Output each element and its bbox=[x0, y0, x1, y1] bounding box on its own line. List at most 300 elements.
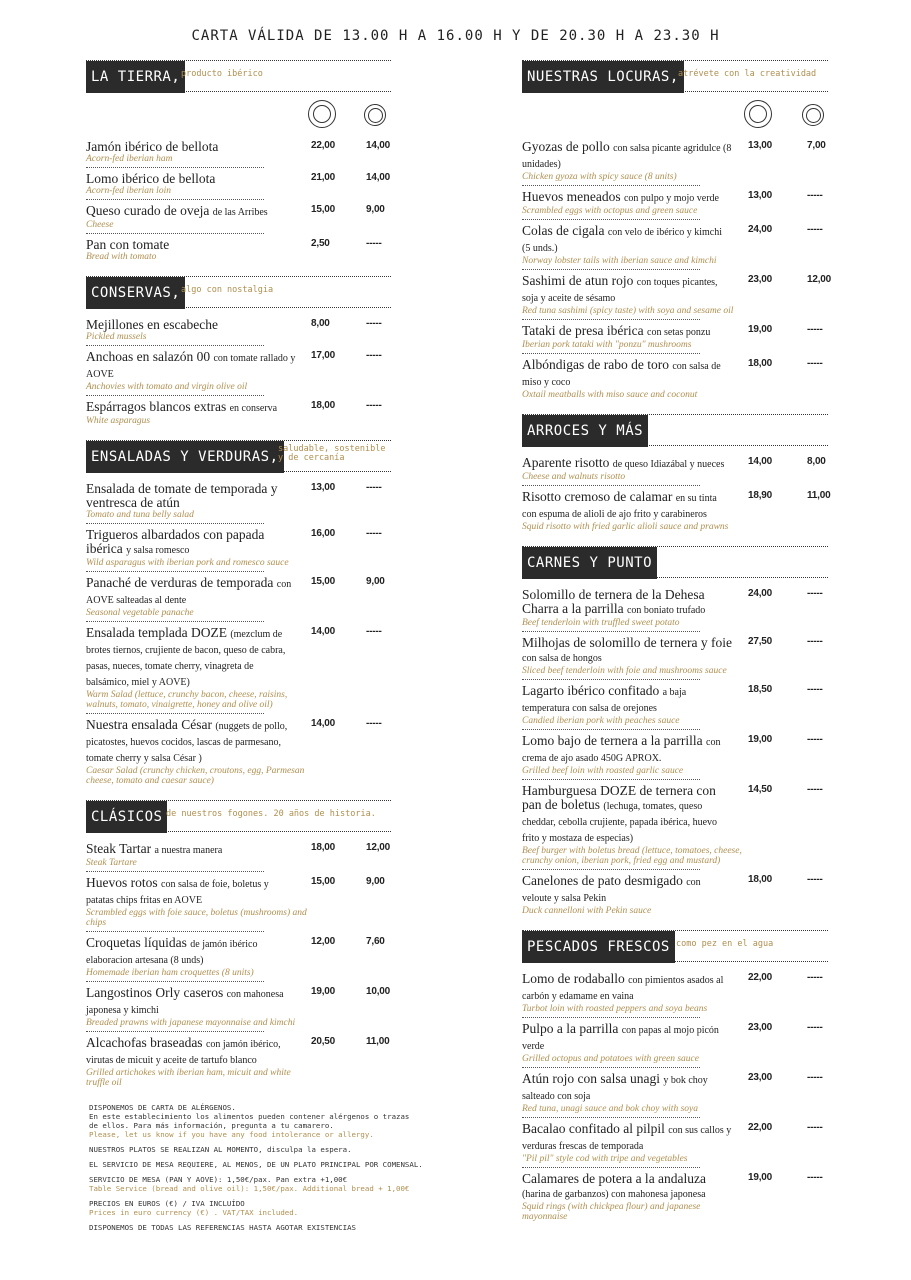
price-full: 22,00 bbox=[748, 1122, 773, 1133]
menu-section bbox=[522, 930, 828, 1226]
section-header bbox=[522, 60, 828, 92]
dish-description: de jamón ibérico elaboracion artesana (8 unds) bbox=[86, 939, 258, 966]
dish-name bbox=[86, 876, 296, 908]
dish-name-english: Turbot loin with roasted peppers and soya beans bbox=[522, 1004, 708, 1014]
menu-item bbox=[522, 224, 828, 270]
dish-name-text: Lagarto ibérico confitado bbox=[522, 683, 660, 698]
menu-item bbox=[86, 718, 391, 790]
menu-item bbox=[522, 273, 832, 320]
price-half: 10,00 bbox=[366, 986, 391, 997]
dish-name bbox=[86, 528, 296, 558]
menu-item bbox=[86, 238, 391, 266]
menu-item bbox=[522, 140, 828, 186]
price-full: 16,00 bbox=[311, 528, 336, 539]
dish-description: (mezclum de brotes tiernos, crujiente de bacon, queso de cabra, pasas, nueces, tomate cherry, vinagreta de balsámico, miel y AOVE) bbox=[86, 629, 286, 688]
section-title: LA TIERRA, bbox=[86, 61, 185, 93]
dish-name-english: White asparagus bbox=[86, 416, 151, 426]
menu-item bbox=[86, 576, 391, 622]
price-half: ----- bbox=[807, 588, 823, 599]
dish-name-english: Red tuna, unagi sauce and bok choy with soya bbox=[522, 1104, 698, 1114]
service-price-en: Table Service (bread and olive oil): 1,50€/pax. Additional bread + 1,00€ bbox=[89, 1184, 410, 1193]
dish-name-english: Grilled artichokes with iberian ham, micuit and white truffle oil bbox=[86, 1068, 291, 1088]
menu-item bbox=[86, 936, 391, 982]
menu-item bbox=[86, 140, 391, 168]
dish-description: con salsa picante agridulce (8 unidades) bbox=[522, 143, 732, 170]
dish-name-text: Steak Tartar bbox=[86, 841, 152, 856]
dish-name-english: Caesar Salad (crunchy chicken, croutons, egg, Parmesan cheese, tomato and caesar sauce) bbox=[86, 766, 305, 786]
menu-item bbox=[86, 204, 391, 234]
dish-name bbox=[522, 636, 732, 666]
price-half: ----- bbox=[807, 1122, 823, 1133]
price-half: 14,00 bbox=[366, 172, 391, 183]
price-half: 7,00 bbox=[807, 140, 826, 151]
section-subtitle: de nuestros fogones. 20 años de historia. bbox=[166, 809, 376, 819]
dish-name bbox=[522, 1072, 732, 1104]
right-column bbox=[522, 60, 832, 1236]
dish-name-text: Albóndigas de rabo de toro bbox=[522, 357, 669, 372]
dish-name bbox=[86, 400, 296, 416]
dish-name bbox=[522, 784, 732, 846]
dish-name bbox=[522, 224, 732, 256]
price-half: ----- bbox=[366, 238, 382, 249]
section-header bbox=[522, 414, 828, 446]
dish-name-text: Colas de cigala bbox=[522, 223, 605, 238]
dish-name-text: Anchoas en salazón 00 bbox=[86, 349, 211, 364]
dish-name-english: Anchovies with tomato and virgin olive oil bbox=[86, 382, 248, 392]
dish-name bbox=[522, 972, 732, 1004]
menu-section bbox=[522, 546, 828, 920]
dish-description: con pulpo y mojo verde bbox=[623, 193, 719, 204]
menu-item bbox=[522, 734, 828, 780]
section-header bbox=[86, 276, 391, 308]
menu-section bbox=[86, 60, 391, 266]
price-half: ----- bbox=[807, 224, 823, 235]
menu-item bbox=[522, 1172, 828, 1226]
half-plate-icon bbox=[802, 104, 824, 126]
dish-name bbox=[522, 1122, 732, 1154]
dish-name-text: Tataki de presa ibérica bbox=[522, 323, 644, 338]
dish-name bbox=[86, 718, 296, 766]
price-half: 9,00 bbox=[366, 204, 385, 215]
menu-item bbox=[86, 528, 391, 572]
half-plate-icon bbox=[364, 104, 386, 126]
price-full: 23,00 bbox=[748, 274, 773, 285]
price-full: 18,00 bbox=[311, 400, 336, 411]
dish-name-english: Chicken gyoza with spicy sauce (8 units) bbox=[522, 172, 677, 182]
dish-description: a baja temperatura con salsa de orejones bbox=[522, 687, 687, 714]
price-half: ----- bbox=[807, 636, 823, 647]
price-full: 20,50 bbox=[311, 1036, 336, 1047]
menu-items bbox=[86, 478, 391, 790]
price-full: 18,00 bbox=[748, 358, 773, 369]
dish-name-english: Breaded prawns with japanese mayonnaise and kimchi bbox=[86, 1018, 296, 1028]
menu-item bbox=[522, 1072, 828, 1118]
dish-name bbox=[86, 626, 296, 690]
price-full: 24,00 bbox=[748, 224, 773, 235]
dish-name-english: Candied iberian pork with peaches sauce bbox=[522, 716, 680, 726]
price-half: ----- bbox=[807, 972, 823, 983]
price-half: 11,00 bbox=[807, 490, 831, 501]
price-full: 22,00 bbox=[748, 972, 773, 983]
price-half: 14,00 bbox=[366, 140, 391, 151]
dish-name-english: Homemade iberian ham croquettes (8 units) bbox=[86, 968, 254, 978]
price-half: 7,60 bbox=[366, 936, 385, 947]
dish-name bbox=[522, 190, 732, 206]
menu-item bbox=[86, 482, 391, 524]
price-half: ----- bbox=[366, 718, 382, 729]
menu-items bbox=[86, 136, 391, 266]
allergens-title: DISPONEMOS DE CARTA DE ALÉRGENOS. bbox=[89, 1103, 236, 1112]
dish-name bbox=[86, 140, 296, 154]
section-header bbox=[86, 800, 391, 832]
dish-name-english: Tomato and tuna belly salad bbox=[86, 510, 194, 520]
price-full: 13,00 bbox=[748, 140, 773, 151]
dish-name-english: Scrambled eggs with foie sauce, boletus (mushrooms) and chips bbox=[86, 908, 307, 928]
dish-name-english: Sliced beef tenderloin with foie and mushrooms sauce bbox=[522, 666, 727, 676]
menu-item bbox=[522, 972, 828, 1018]
menu-item bbox=[86, 400, 391, 430]
dish-name-text: Croquetas líquidas bbox=[86, 935, 187, 950]
price-half: ----- bbox=[366, 400, 382, 411]
portion-size-legend bbox=[86, 92, 391, 136]
dish-name-text: Sashimi de atun rojo bbox=[522, 273, 634, 288]
dish-name-text: Pulpo a la parrilla bbox=[522, 1021, 619, 1036]
section-title: ENSALADAS Y VERDURAS, bbox=[86, 441, 284, 473]
allergens-en: Please, let us know if you have any food intolerance or allergy. bbox=[89, 1130, 374, 1139]
price-half: 12,00 bbox=[807, 274, 832, 285]
dish-name bbox=[86, 204, 296, 220]
price-half: ----- bbox=[366, 350, 382, 361]
dish-name-text: Ensalada de tomate de temporada y ventresca de atún bbox=[86, 481, 278, 510]
price-half: ----- bbox=[807, 1072, 823, 1083]
dish-name bbox=[86, 172, 296, 186]
price-full: 12,00 bbox=[311, 936, 336, 947]
section-header bbox=[86, 440, 391, 472]
dish-name bbox=[522, 734, 732, 766]
dish-name bbox=[522, 274, 732, 306]
price-full: 17,00 bbox=[311, 350, 336, 361]
allergens-line: En este establecimiento los alimentos pueden contener alérgenos o trazas bbox=[89, 1112, 410, 1121]
price-full: 18,90 bbox=[748, 490, 773, 501]
menu-item bbox=[86, 318, 391, 346]
price-half: 9,00 bbox=[366, 876, 385, 887]
menu-item bbox=[522, 358, 828, 404]
dish-name-english: Squid rings (with chickpea flour) and japanese mayonnaise bbox=[522, 1202, 701, 1222]
dish-description: con papas al mojo picón verde bbox=[522, 1025, 719, 1052]
menu-item bbox=[522, 456, 828, 486]
price-half: ----- bbox=[366, 318, 382, 329]
price-half: 11,00 bbox=[366, 1036, 390, 1047]
section-title: CONSERVAS, bbox=[86, 277, 185, 309]
service-requirement: EL SERVICIO DE MESA REQUIERE, AL MENOS, DE UN PLATO PRINCIPAL POR COMENSAL. bbox=[89, 1160, 423, 1169]
price-full: 14,50 bbox=[748, 784, 773, 795]
price-full: 2,50 bbox=[311, 238, 330, 249]
dish-name bbox=[86, 238, 296, 252]
dish-name-text: Aparente risotto bbox=[522, 455, 610, 470]
menu-item bbox=[86, 986, 391, 1032]
section-title: PESCADOS FRESCOS bbox=[522, 931, 675, 963]
price-half: ----- bbox=[807, 324, 823, 335]
price-full: 19,00 bbox=[311, 986, 336, 997]
menu-section bbox=[522, 414, 831, 536]
dish-name bbox=[86, 576, 296, 608]
dish-description: con boniato trufado bbox=[626, 605, 706, 616]
menu-items bbox=[86, 838, 391, 1092]
dish-name bbox=[522, 1022, 732, 1054]
dish-description: con pimientos asados al carbón y edamame en vaina bbox=[522, 975, 724, 1002]
dish-description: y bok choy salteado con soja bbox=[522, 1075, 708, 1102]
dish-name-english: Warm Salad (lettuce, crunchy bacon, cheese, raisins, walnuts, tomato, vinaigrette, honey and olive oil) bbox=[86, 690, 288, 710]
price-full: 19,00 bbox=[748, 1172, 773, 1183]
menu-items bbox=[522, 584, 828, 920]
dish-description: con setas ponzu bbox=[647, 327, 711, 338]
dish-name bbox=[522, 684, 732, 716]
dish-description: en su tinta con espuma de alioli de ajo frito y carabineros bbox=[522, 493, 717, 520]
dish-name-english: Norway lobster tails with iberian sauce and kimchi bbox=[522, 256, 717, 266]
menu-items bbox=[522, 452, 831, 536]
price-full: 27,50 bbox=[748, 636, 773, 647]
dish-name bbox=[86, 842, 296, 858]
section-title: NUESTRAS LOCURAS, bbox=[522, 61, 684, 93]
dish-name-english: Cheese and walnuts risotto bbox=[522, 472, 626, 482]
dish-description: con salsa de hongos bbox=[522, 653, 602, 664]
menu-item bbox=[522, 1022, 828, 1068]
section-title: CLÁSICOS bbox=[86, 801, 167, 833]
dish-name-english: Acorn-fed iberian ham bbox=[86, 154, 173, 164]
dish-description: con sus callos y verduras frescas de temporada bbox=[522, 1125, 732, 1152]
prices-note: PRECIOS EN EUROS (€) / IVA INCLUÍDO bbox=[89, 1199, 245, 1208]
price-half: ----- bbox=[807, 358, 823, 369]
section-subtitle: algo con nostalgia bbox=[181, 285, 274, 295]
service-price: SERVICIO DE MESA (PAN Y AOVE): 1,50€/pax. Pan extra +1,00€ bbox=[89, 1175, 348, 1184]
menu-section bbox=[522, 60, 832, 404]
price-full: 24,00 bbox=[748, 588, 773, 599]
price-full: 14,00 bbox=[311, 718, 336, 729]
menu-item bbox=[522, 874, 828, 920]
dish-name-english: Steak Tartare bbox=[86, 858, 137, 868]
menu-item bbox=[86, 1036, 391, 1092]
dish-name-english: Cheese bbox=[86, 220, 114, 230]
dish-name-text: Atún rojo con salsa unagi bbox=[522, 1071, 660, 1086]
price-half: ----- bbox=[807, 784, 823, 795]
price-full: 19,00 bbox=[748, 324, 773, 335]
menu-item bbox=[522, 784, 828, 870]
section-subtitle: saludable, sostenible y de cercanía bbox=[278, 444, 386, 463]
dish-name bbox=[86, 482, 296, 510]
dish-name bbox=[86, 936, 296, 968]
price-full: 18,00 bbox=[748, 874, 773, 885]
section-title: ARROCES Y MÁS bbox=[522, 415, 648, 447]
dish-name bbox=[522, 1172, 732, 1202]
menu-item bbox=[522, 588, 828, 632]
dish-name-text: Risotto cremoso de calamar bbox=[522, 489, 673, 504]
dish-name-english: Duck cannelloni with Pekin sauce bbox=[522, 906, 652, 916]
price-full: 22,00 bbox=[311, 140, 336, 151]
dish-name bbox=[86, 318, 296, 332]
section-subtitle: como pez en el agua bbox=[676, 939, 774, 949]
dish-description: de las Arribes bbox=[212, 207, 268, 218]
dish-name-english: Wild asparagus with iberian pork and romesco sauce bbox=[86, 558, 289, 568]
dish-name-text: Lomo de rodaballo bbox=[522, 971, 625, 986]
price-half: 12,00 bbox=[366, 842, 391, 853]
section-subtitle: producto ibérico bbox=[181, 69, 263, 79]
full-plate-icon bbox=[744, 100, 772, 128]
dish-description: con AOVE salteadas al dente bbox=[86, 579, 292, 606]
price-half: ----- bbox=[366, 482, 382, 493]
dish-name-text: Trigueros albardados con papada ibérica bbox=[86, 527, 265, 556]
dish-name-english: Acorn-fed iberian loin bbox=[86, 186, 171, 196]
price-full: 23,00 bbox=[748, 1022, 773, 1033]
price-half: 9,00 bbox=[366, 576, 385, 587]
dish-name bbox=[522, 456, 732, 472]
price-full: 8,00 bbox=[311, 318, 330, 329]
dish-name-english: Oxtail meatballs with miso sauce and coconut bbox=[522, 390, 698, 400]
menu-items bbox=[522, 136, 832, 404]
moment-note: NUESTROS PLATOS SE REALIZAN AL MOMENTO, disculpa la espera. bbox=[89, 1145, 352, 1154]
dish-name-text: Huevos rotos bbox=[86, 875, 158, 890]
dish-name-text: Gyozas de pollo bbox=[522, 139, 610, 154]
dish-description: con jamón ibérico, virutas de micuit y aceite de tartufo blanco bbox=[86, 1039, 281, 1066]
menu-item bbox=[86, 350, 391, 396]
dish-name-english: Beef tenderloin with truffled sweet potato bbox=[522, 618, 680, 628]
dish-name-text: Solomillo de ternera de la Dehesa Charra a la parrilla bbox=[522, 587, 705, 616]
dish-description: con salsa de foie, boletus y patatas chips fritas en AOVE bbox=[86, 879, 269, 906]
left-column bbox=[86, 60, 391, 1102]
dish-name-english: Scrambled eggs with octopus and green sauce bbox=[522, 206, 698, 216]
menu-item bbox=[522, 324, 828, 354]
allergens-line: de ellos. Para más información, pregunta a tu camarero. bbox=[89, 1121, 334, 1130]
dish-name-text: Canelones de pato desmigado bbox=[522, 873, 683, 888]
dish-description: (nuggets de pollo, picatostes, huevos cocidos, lascas de parmesano, tomate cherry y salsa César ) bbox=[86, 721, 288, 764]
price-half: ----- bbox=[807, 684, 823, 695]
dish-name bbox=[522, 324, 732, 340]
dish-name-english: Red tuna sashimi (spicy taste) with soya and sesame oil bbox=[522, 306, 734, 316]
price-half: ----- bbox=[807, 1172, 823, 1183]
menu-item bbox=[522, 636, 828, 680]
dish-description: con mahonesa japonesa y kimchi bbox=[86, 989, 284, 1016]
dish-name-text: Bacalao confitado al pilpil bbox=[522, 1121, 665, 1136]
section-subtitle: atrévete con la creatividad bbox=[678, 69, 817, 79]
dish-name-text: Lomo ibérico de bellota bbox=[86, 171, 216, 186]
dish-description: (harina de garbanzos) con mahonesa japonesa bbox=[522, 1189, 706, 1200]
dish-name-text: Panaché de verduras de temporada bbox=[86, 575, 274, 590]
price-full: 14,00 bbox=[311, 626, 336, 637]
stock-note: DISPONEMOS DE TODAS LAS REFERENCIAS HASTA AGOTAR EXISTENCIAS bbox=[89, 1223, 356, 1232]
menu-items bbox=[522, 968, 828, 1226]
dish-name-text: Jamón ibérico de bellota bbox=[86, 139, 219, 154]
footer-notes bbox=[89, 1103, 423, 1232]
dish-name-english: Iberian pork tataki with "ponzu" mushrooms bbox=[522, 340, 692, 350]
dish-name-english: Bread with tomato bbox=[86, 252, 157, 262]
dish-name-english: Beef burger with boletus bread (lettuce, tomatoes, cheese, crunchy onion, iberian pork, fried egg and mustard) bbox=[522, 846, 742, 866]
menu-section bbox=[86, 276, 391, 430]
dish-name bbox=[86, 1036, 296, 1068]
page-title: CARTA VÁLIDA DE 13.00 H A 16.00 H Y DE 20.30 H A 23.30 H bbox=[191, 28, 720, 44]
dish-name-english: Pickled mussels bbox=[86, 332, 147, 342]
full-plate-icon bbox=[308, 100, 336, 128]
price-full: 19,00 bbox=[748, 734, 773, 745]
price-full: 15,00 bbox=[311, 876, 336, 887]
dish-name-text: Ensalada templada DOZE bbox=[86, 625, 227, 640]
dish-description: con crema de ajo asado 450G APROX. bbox=[522, 737, 721, 764]
price-full: 18,50 bbox=[748, 684, 773, 695]
dish-description: y salsa romesco bbox=[126, 545, 190, 556]
price-half: ----- bbox=[807, 874, 823, 885]
menu-item bbox=[86, 842, 391, 872]
dish-name-text: Alcachofas braseadas bbox=[86, 1035, 203, 1050]
dish-name-english: Grilled octopus and potatoes with green sauce bbox=[522, 1054, 699, 1064]
dish-name bbox=[522, 490, 732, 522]
dish-name-text: Queso curado de oveja bbox=[86, 203, 210, 218]
price-full: 13,00 bbox=[311, 482, 336, 493]
price-half: ----- bbox=[807, 734, 823, 745]
dish-description: con veloute y salsa Pekin bbox=[522, 877, 701, 904]
menu-item bbox=[522, 1122, 828, 1168]
dish-name-text: Hamburguesa DOZE de ternera con pan de boletus bbox=[522, 783, 716, 812]
price-full: 15,00 bbox=[311, 204, 336, 215]
menu-section bbox=[86, 800, 391, 1092]
price-half: 8,00 bbox=[807, 456, 826, 467]
menu-item bbox=[522, 684, 828, 730]
dish-name-text: Huevos meneados bbox=[522, 189, 621, 204]
price-half: ----- bbox=[366, 528, 382, 539]
dish-description: con salsa de miso y coco bbox=[522, 361, 721, 388]
dish-name-text: Lomo bajo de ternera a la parrilla bbox=[522, 733, 703, 748]
dish-name-english: Grilled beef loin with roasted garlic sauce bbox=[522, 766, 684, 776]
price-half: ----- bbox=[807, 1022, 823, 1033]
dish-name-english: Seasonal vegetable panache bbox=[86, 608, 194, 618]
dish-name-text: Milhojas de solomillo de ternera y foie bbox=[522, 635, 732, 650]
dish-name bbox=[86, 350, 296, 382]
dish-description: en conserva bbox=[229, 403, 278, 414]
dish-description: (lechuga, tomates, queso cheddar, cebolla crujiente, papada ibérica, huevo frito y mostaza de especias) bbox=[522, 801, 718, 844]
dish-name-text: Mejillones en escabeche bbox=[86, 317, 218, 332]
dish-name-text: Pan con tomate bbox=[86, 237, 170, 252]
price-full: 13,00 bbox=[748, 190, 773, 201]
dish-name-text: Espárragos blancos extras bbox=[86, 399, 227, 414]
price-full: 21,00 bbox=[311, 172, 336, 183]
dish-name-text: Nuestra ensalada César bbox=[86, 717, 212, 732]
dish-name bbox=[86, 986, 296, 1018]
dish-description: a nuestra manera bbox=[154, 845, 223, 856]
price-full: 14,00 bbox=[748, 456, 773, 467]
menu-item bbox=[522, 190, 828, 220]
menu-item bbox=[522, 489, 831, 536]
dish-name bbox=[522, 588, 732, 618]
section-title: CARNES Y PUNTO bbox=[522, 547, 657, 579]
price-full: 23,00 bbox=[748, 1072, 773, 1083]
price-full: 15,00 bbox=[311, 576, 336, 587]
menu-item bbox=[86, 626, 391, 714]
section-header bbox=[522, 546, 828, 578]
dish-name-text: Langostinos Orly caseros bbox=[86, 985, 224, 1000]
price-half: ----- bbox=[366, 626, 382, 637]
portion-size-legend bbox=[522, 92, 828, 136]
dish-name bbox=[522, 358, 732, 390]
dish-description: con tomate rallado y AOVE bbox=[86, 353, 296, 380]
section-header bbox=[522, 930, 828, 962]
dish-name-english: "Pil pil" style cod with tripe and vegetables bbox=[522, 1154, 688, 1164]
dish-name bbox=[522, 874, 732, 906]
dish-description: con velo de ibérico y kimchi (5 unds.) bbox=[522, 227, 722, 254]
dish-name bbox=[522, 140, 732, 172]
prices-note-en: Prices in euro currency (€) . VAT/TAX included. bbox=[89, 1208, 299, 1217]
section-header bbox=[86, 60, 391, 92]
dish-name-english: Squid risotto with fried garlic alioli sauce and prawns bbox=[522, 522, 729, 532]
menu-item bbox=[86, 172, 391, 200]
dish-description: con toques picantes, soja y aceite de sésamo bbox=[522, 277, 718, 304]
dish-description: de queso Idiazábal y nueces bbox=[612, 459, 725, 470]
